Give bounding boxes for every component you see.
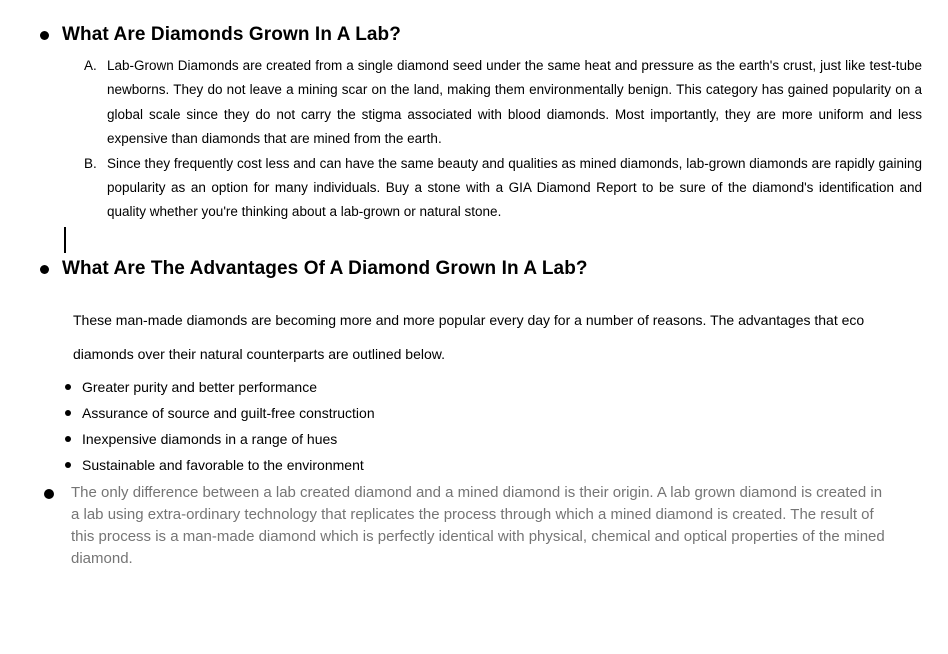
advantage-text[interactable]: Greater purity and better performance [82,379,318,395]
bullet-icon [65,410,71,416]
paragraph-b[interactable]: Since they frequently cost less and can have the same beauty and qualities as mined diamonds, lab-grown diamonds are rapidly gaining popularity as an option for many individuals. Buy a stone with a GIA Diamond Report to be sure of the diamond's identification and quality whether you're thinking about a lab-grown or natural stone. [107,155,922,220]
advantage-text[interactable]: Inexpensive diamonds in a range of hues [82,431,338,447]
paragraph-a[interactable]: Lab-Grown Diamonds are created from a single diamond seed under the same heat and pressure as the earth's crust, just like test-tube newborns. They do not leave a mining scar on the land, making them environmentally benign. This category has gained popularity on a global scale since they do not carry the stigma associated with blood diamonds. Most importantly, they are more uniform and less expensive than diamonds that are mined from the earth. [107,58,922,147]
heading-bullet-icon [40,265,49,274]
intro-paragraph[interactable]: These man-made diamonds are becoming more and more popular every day for a number of reasons. The advantages that eco diamonds over their natural counterparts are outlined below. [73,312,865,362]
section-heading-lab-diamonds [40,24,401,46]
note-item [44,482,893,570]
list-item [65,452,375,478]
list-item-b [84,152,922,225]
section-heading-advantages [40,258,588,280]
alpha-list [84,54,922,225]
heading-what-are-lab-diamonds[interactable]: What Are Diamonds Grown In A Lab? [62,24,401,45]
list-item [65,400,375,426]
heading-advantages-of-lab-diamond[interactable]: What Are The Advantages Of A Diamond Grown In A Lab? [62,258,588,279]
advantages-list [65,374,375,478]
advantage-text[interactable]: Sustainable and favorable to the environment [82,457,364,473]
note-paragraph[interactable]: The only difference between a lab created diamond and a mined diamond is their origin. A lab grown diamond is created in a lab using extra-ordinary technology that replicates the process through which a mined diamond is created. The result of this process is a man-made diamond which is perfectly identical with physical, chemical and optical properties of the mined diamond. [71,484,885,567]
list-item [65,426,375,452]
bullet-icon [65,436,71,442]
bullet-icon [44,489,54,499]
list-item-a [84,54,922,152]
advantage-text[interactable]: Assurance of source and guilt-free construction [82,405,375,421]
list-marker-b: B. [84,155,97,171]
list-marker-a: A. [84,58,97,73]
text-cursor [64,227,66,253]
heading-bullet-icon [40,31,49,40]
list-item [65,374,375,400]
bullet-icon [65,384,71,390]
bullet-icon [65,462,71,468]
